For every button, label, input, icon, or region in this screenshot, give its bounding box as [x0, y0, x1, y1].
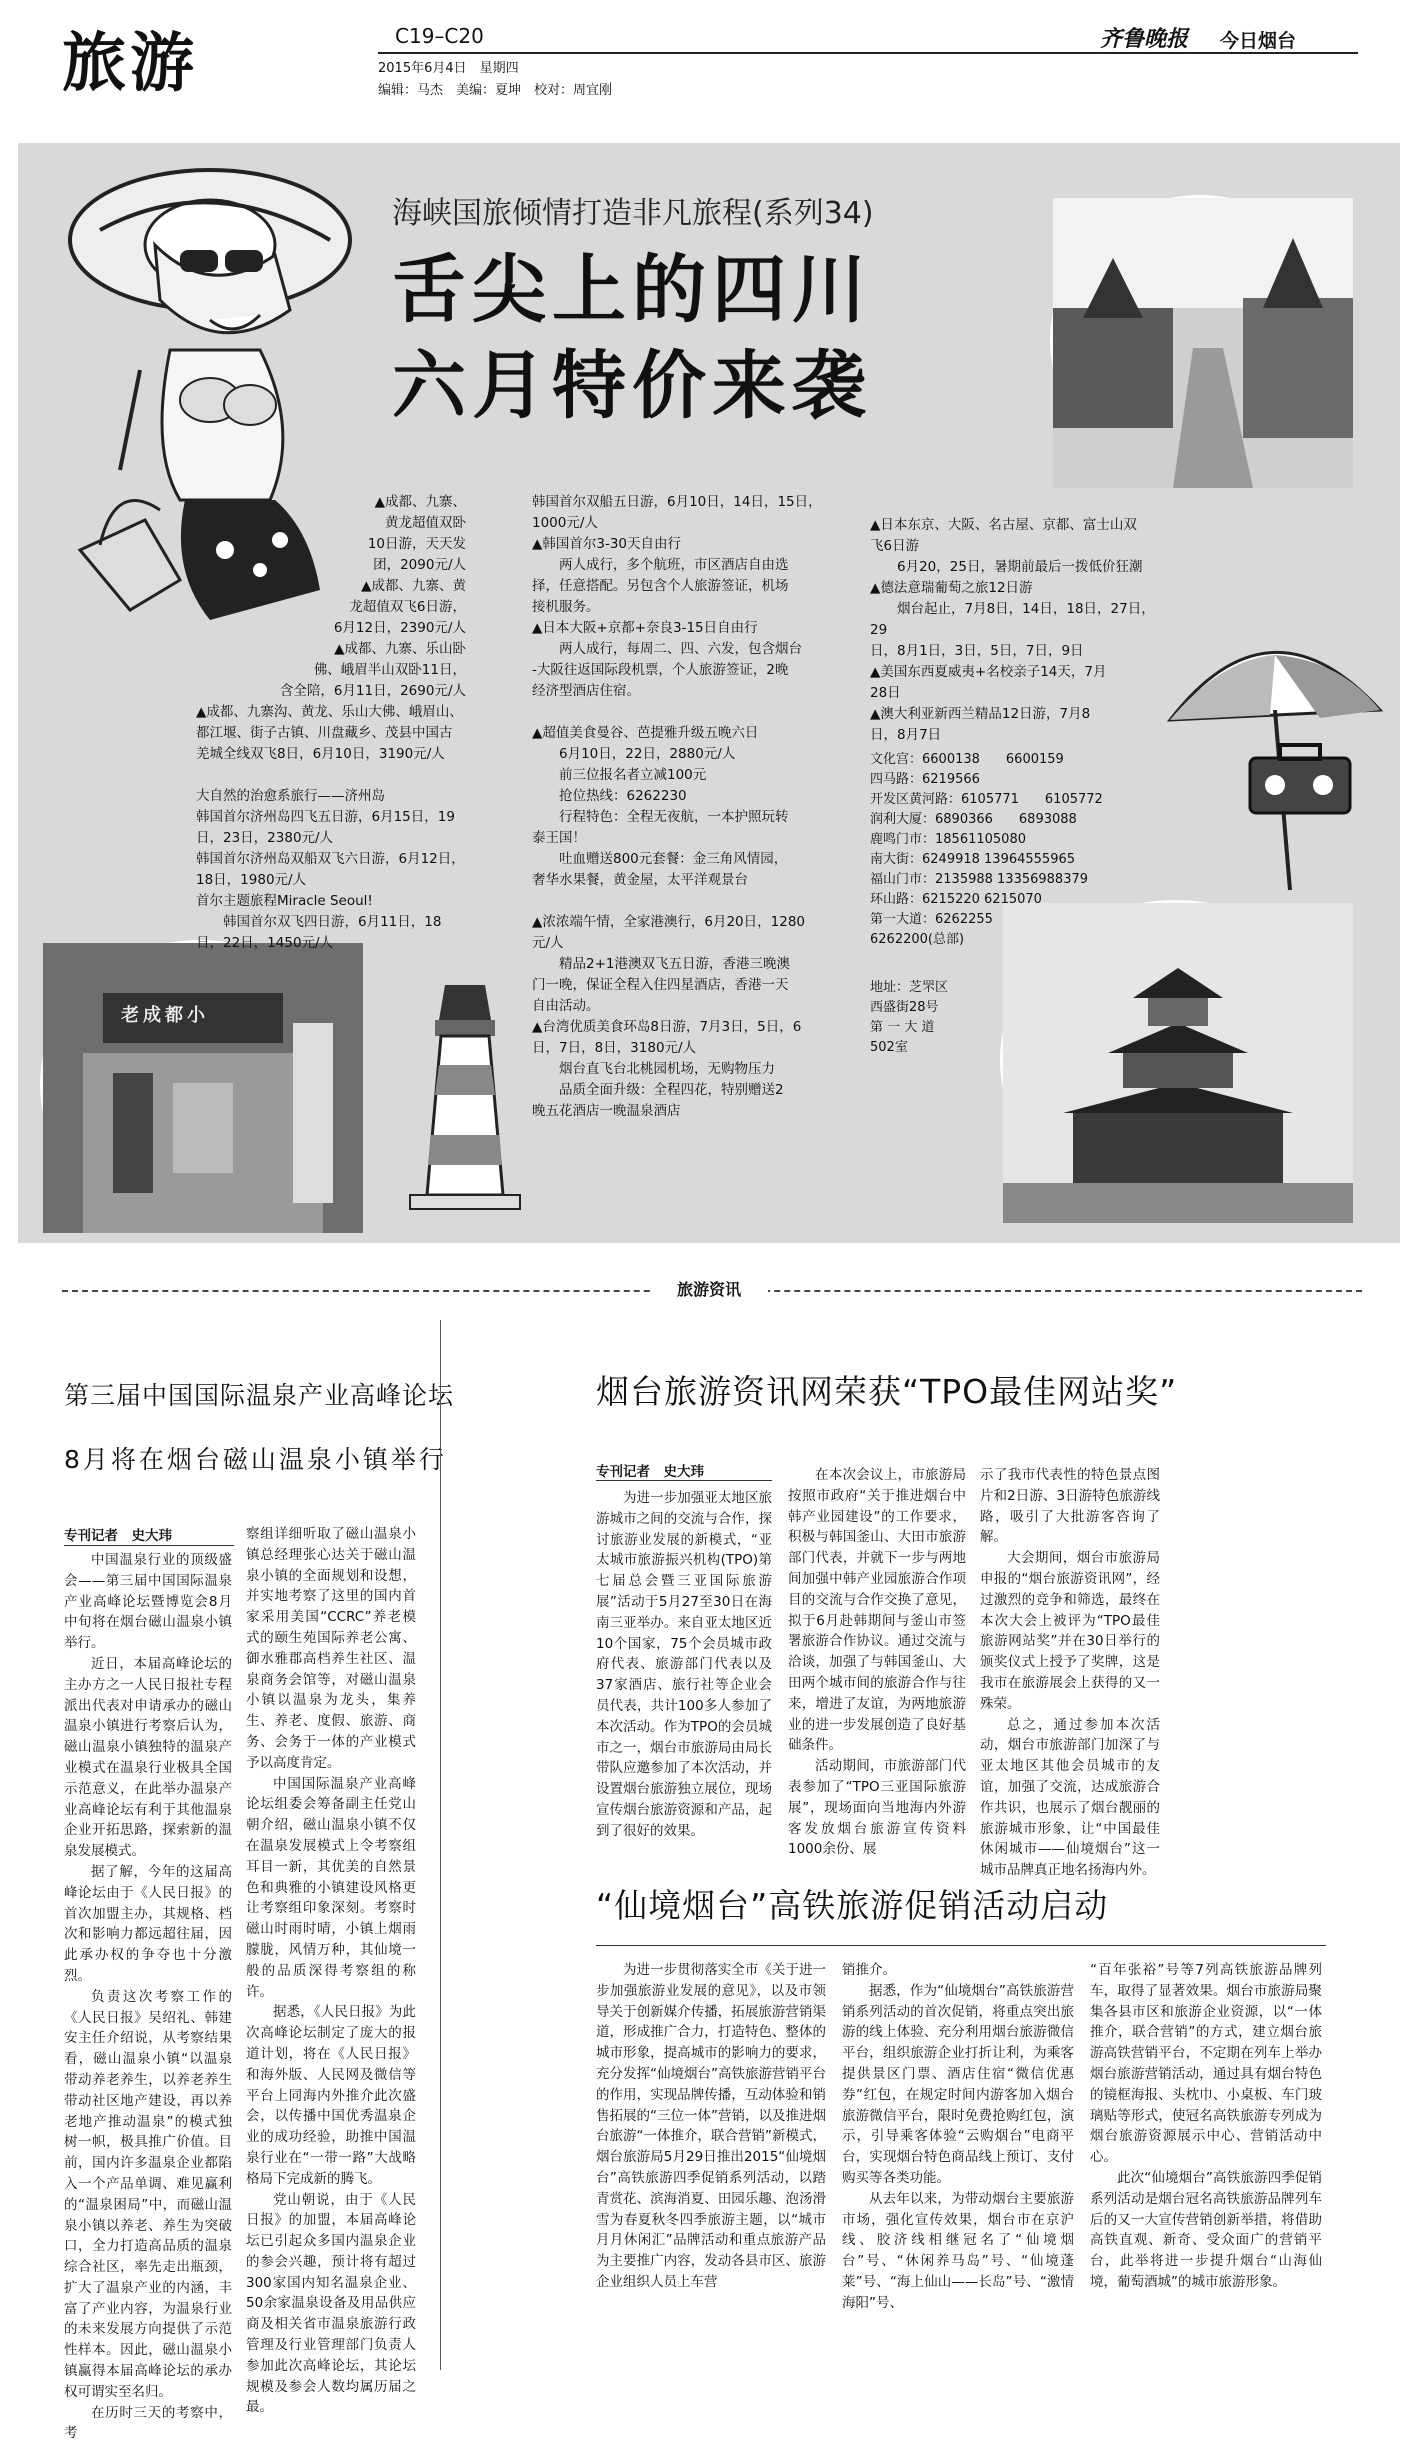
paragraph: 此次“仙境烟台”高铁旅游四季促销系列活动是烟台冠名高铁旅游品牌列车后的又一大宣传营销创新举措，将借助高铁直观、新奇、受众面广的营销平台，此举将进一步提升烟台“山海仙境，葡萄酒城”的城市旅游形象。	[1090, 2169, 1322, 2290]
contact-line: 福山门市：2135988 13356988379	[870, 872, 1089, 887]
ad-spacer	[532, 891, 842, 912]
ad-line: ▲台湾优质美食环岛8日游，7月3日，5日，6	[532, 1019, 802, 1035]
ad-column-sichuan-full	[196, 702, 516, 765]
ad-line: 韩国首尔济州岛四飞五日游，6月15日，19	[196, 809, 455, 825]
paragraph: 为进一步加强亚太地区旅游城市之间的交流与合作，探讨旅游业发展的新模式，“亚太城市旅游振兴机构(TPO)第七届总会暨三亚国际旅游展”活动于5月27至30日在海南三亚举办。来自亚太地区近10个国家，75个会员城市政府代表、旅游部门代表以及37家酒店、旅行社等企业会员代表，共计100多人参加了本次活动。作为TPO的会员城市之一，烟台市旅游局由局长带队应邀参加了本次活动，并设置烟台旅游独立展位，现场宣传烟台旅游资源和产品，起到了很好的效果。	[596, 1490, 772, 1839]
address-line: 502室	[870, 1040, 908, 1055]
ad-line: 黄龙超值双卧	[385, 515, 466, 531]
banner-series-title: 海峡国旅倾情打造非凡旅程(系列34)	[392, 196, 874, 231]
ad-line: ▲成都、九寨沟、黄龙、乐山大佛、峨眉山、	[196, 704, 463, 720]
address-line: 西盛街28号	[870, 1000, 939, 1015]
ad-line: 行程特色：全程无夜航，一本护照玩转	[559, 809, 789, 825]
ad-line: 品质全面升级：全程四花，特别赠送2	[559, 1082, 784, 1098]
masthead	[0, 0, 1417, 130]
ad-line: 团，2090元/人	[373, 557, 466, 573]
ad-line: ▲韩国首尔3-30天自由行	[532, 536, 682, 552]
ad-line: 10日游，天天发	[367, 536, 466, 552]
ad-line: 日，8月1日，3日，5日，7日，9日	[870, 643, 1084, 659]
ad-line: 门一晚，保证全程入住四星酒店，香港一天	[532, 977, 789, 993]
ad-line: 飞6日游	[870, 538, 920, 554]
contact-line: 鹿鸣门市：18561105080	[870, 832, 1026, 847]
article-b-column-3	[980, 1465, 1160, 1881]
paragraph: 示了我市代表性的特色景点图片和2日游、3日游特色旅游线路，吸引了大批游客咨询了解。	[980, 1467, 1160, 1546]
ad-line: 日，22日，1450元/人	[196, 935, 334, 951]
ad-line: ▲浓浓端午情，全家港澳行，6月20日，1280	[532, 914, 806, 930]
contact-line: 6262200(总部)	[870, 932, 965, 947]
chengdu-shop-photo	[40, 940, 360, 1230]
canal-town-photo	[1050, 195, 1350, 485]
ad-line: -大阪往返国际段机票，个人旅游签证，2晚	[532, 662, 789, 678]
ad-line: 泰王国！	[532, 830, 586, 846]
ad-line: 晚五花酒店一晚温泉酒店	[532, 1103, 681, 1119]
paragraph: 总之，通过参加本次活动，烟台市旅游部门加深了与亚太地区其他会员城市的友谊，加强了交流，达成旅游合作共识，也展示了烟台靓丽的旅游城市形象，让“中国最佳休闲城市——仙境烟台”这一城市品牌真正地名扬海内外。	[980, 1716, 1160, 1879]
contact-line: 润利大厦：6890366 6893088	[870, 812, 1077, 827]
ad-line: 含全陪，6月11日，2690元/人	[279, 683, 466, 699]
shop-sign: 老成都小	[121, 1005, 209, 1026]
paragraph: 党山朝说，由于《人民日报》的加盟，本届高峰论坛已引起众多国内温泉企业的参会兴趣，预计将有超过300家国内知名温泉企业、50余家温泉设备及用品供应商及相关省市温泉旅游行政管理及行业管理部门负责人参加此次高峰论坛，其论坛规模及参会人数均属历届之最。	[246, 2191, 416, 2416]
ad-line: 6月10日，22日，2880元/人	[559, 746, 736, 762]
ad-line: ▲日本大阪+京都+奈良3-15日自由行	[532, 620, 758, 636]
ad-spacer	[532, 702, 842, 723]
masthead-rule	[378, 52, 1358, 54]
ad-line: 1000元/人	[532, 515, 598, 531]
paragraph: 为进一步贯彻落实全市《关于进一步加强旅游业发展的意见》，以及市领导关于创新媒介传播，拓展旅游营销渠道，形成推广合力，打造特色、整体的城市形象，提高城市的影响力的要求，充分发挥“仙境烟台”高铁旅游营销平台的作用，实现品牌传播，互动体验和销售拓展的“三位一体”营销，以及推进烟台旅游“一体推介，联合营销”新模式，烟台旅游局5月29日推出2015“仙境烟台”高铁旅游四季促销系列活动，以踏青赏花、滨海消夏、田园乐趣、泡汤滑雪为春夏秋冬四季旅游主题，以“城市月月休闲汇”品牌活动和重点旅游产品为主要推广内容，发动各县市区、旅游企业组织人员上车营	[596, 1962, 826, 2290]
ad-line: 都江堰、街子古镇、川盘藏乡、茂县中国古	[196, 725, 453, 741]
paragraph: 近日，本届高峰论坛的主办方之一人民日报社专程派出代表对申请承办的磁山温泉小镇进行考察后认为，磁山温泉小镇独特的温泉产业模式在温泉行业极具全国示范意义，在此举办温泉产业高峰论坛有利于其他温泉企业开拓思路，探索新的温泉发展模式。	[64, 1655, 232, 1860]
paragraph: 大会期间，烟台市旅游局申报的“烟台旅游资讯网”，经过激烈的竞争和筛选，最终在本次大会上被评为“TPO最佳旅游网站奖”并在30日举行的颁奖仪式上授予了奖牌，这是我市在旅游展会上获得的又一殊荣。	[980, 1550, 1160, 1712]
canal-town-photo-art	[1053, 198, 1353, 488]
address-line: 第 一 大 道	[870, 1020, 935, 1035]
castle-photo-art	[1003, 903, 1353, 1223]
ad-line: ▲澳大利亚新西兰精品12日游，7月8	[870, 706, 1091, 722]
article-c-column-2	[842, 1960, 1074, 2314]
chengdu-shop-photo-art	[43, 943, 363, 1233]
ad-line: 烟台直飞台北桃园机场，无购物压力	[559, 1061, 775, 1077]
office-address	[870, 978, 990, 1058]
contact-line: 第一大道：6262255	[870, 912, 993, 927]
ad-line: ▲超值美食曼谷、芭提雅升级五晚六日	[532, 725, 759, 741]
ad-line: 羌城全线双飞8日，6月10日，3190元/人	[196, 746, 445, 762]
paragraph: 中国国际温泉产业高峰论坛组委会筹备副主任党山朝介绍，磁山温泉小镇不仅在温泉发展模式上令考察组耳目一新，其优美的自然景色和典雅的小镇建设风格更让考察组印象深刻。考察时磁山时雨时晴，小镇上烟雨朦胧，风情万种，其仙境一般的品质深得考察组的称许。	[246, 1775, 416, 2000]
byline-rule	[596, 1480, 772, 1481]
ad-line: 择，任意搭配。另包含个人旅游签证，机场	[532, 578, 789, 594]
contact-line: 四马路：6219566	[870, 772, 980, 787]
ad-line: 18日，1980元/人	[196, 872, 307, 888]
ad-line: ▲美国东西夏威夷+名校亲子14天，7月	[870, 664, 1107, 680]
article-a-column-1	[64, 1550, 232, 2444]
contact-line: 环山路：6215220 6215070	[870, 892, 1042, 907]
ad-line: 抢位热线：6262230	[559, 788, 687, 804]
issue-info	[378, 58, 612, 102]
article-b-column-1	[596, 1488, 772, 1842]
banner-headline-line-2: 六月特价来袭	[392, 343, 872, 429]
ad-line: 烟台起止，7月8日，14日，18日，27日，29	[870, 601, 1155, 638]
article-c-column-1	[596, 1960, 826, 2293]
ad-line: 接机服务。	[532, 599, 600, 615]
ad-line: 日，7日，8日，3180元/人	[532, 1040, 697, 1056]
lighthouse-icon	[405, 975, 525, 1215]
ad-line: ▲日本东京、大阪、名古屋、京都、富士山双	[870, 517, 1137, 533]
ad-line: ▲成都、九寨、	[374, 494, 466, 510]
contact-list	[870, 750, 1120, 950]
paragraph: 在本次会议上，市旅游局按照市政府“关于推进烟台中韩产业园建设”的工作要求，积极与韩国釜山、大田市旅游部门代表，并就下一步与两地间加强中韩产业园旅游合作项目的交流与合作交换了意见，拟于6月赴韩期间与釜山市签署旅游合作协议。通过交流与洽谈，加强了与韩国釜山、大田两个城市间的旅游合作与往来，增进了友谊，为两地旅游业的进一步发展创造了良好基础条件。	[788, 1467, 966, 1754]
ad-line: 自由活动。	[532, 998, 600, 1014]
column-separator	[440, 1320, 441, 2370]
issue-date: 2015年6月4日 星期四	[378, 61, 519, 76]
ad-line: 韩国首尔双船五日游，6月10日，14日，15日，	[532, 494, 822, 510]
ad-line: ▲成都、九寨、黄	[361, 578, 466, 594]
paragraph: 中国温泉行业的顶级盛会——第三届中国国际温泉产业高峰论坛暨博览会8月中旬将在烟台磁山温泉小镇举行。	[64, 1552, 232, 1652]
byline-rule	[64, 1545, 234, 1546]
article-b-byline: 专刊记者 史大玮	[596, 1464, 704, 1480]
address-line: 地址：芝罘区	[870, 980, 949, 995]
paragraph: 据悉，作为“仙境烟台”高铁旅游营销系列活动的首次促销，将重点突出旅游的线上体验、充分利用烟台旅游微信平台，组织旅游企业打折让利，为乘客提供景区门票、酒店住宿“微信优惠券”红包，在规定时间内游客加入烟台旅游微信平台，限时免费抢购红包，演示，引导乘客体验“云购烟台”电商平台，实现烟台特色商品线上预订、支付购买等各类功能。	[842, 1982, 1074, 2186]
article-b-column-2	[788, 1465, 966, 1860]
section-title: 旅游	[62, 26, 198, 101]
paragraph: 活动期间，市旅游部门代表参加了“TPO三亚国际旅游展”，现场面向当地海内外游客发放烟台旅游宣传资料1000余份、展	[788, 1758, 966, 1858]
issue-editors: 编辑：马杰 美编：夏坤 校对：周宜刚	[378, 83, 613, 98]
article-a-column-2	[246, 1524, 416, 2418]
ad-line: 两人成行，多个航班，市区酒店自由选	[559, 557, 789, 573]
paragraph: 察组详细听取了磁山温泉小镇总经理张心达关于磁山温泉小镇的全面规划和设想，并实地考察了这里的国内首家采用美国“CCRC”养老模式的颐生苑国际养老公寓、御水雅郡高档养生社区、温泉商务会馆等，对磁山温泉小镇以温泉为龙头，集养生、养老、度假、旅游、商务、会务于一体的产业模式予以高度肯定。	[246, 1526, 416, 1771]
article-b-headline: 烟台旅游资讯网荣获“TPO最佳网站奖”	[596, 1372, 1178, 1411]
ad-line: 6月20，25日，暑期前最后一拨低价狂潮	[897, 559, 1143, 575]
ad-column-jeju	[196, 786, 516, 954]
ad-line: 前三位报名者立减100元	[559, 767, 707, 783]
ad-line: 两人成行，每周二、四、六发，包含烟台	[559, 641, 802, 657]
ad-line: ▲德法意瑞葡萄之旅12日游	[870, 580, 1033, 596]
paragraph: 从去年以来，为带动烟台主要旅游市场，强化宣传效果，烟台市在京沪线、胶济线相继冠名了“仙境烟台”号、“休闲养马岛”号、“仙境蓬莱”号、“海上仙山——长岛”号、“激情海阳”号、	[842, 2190, 1074, 2311]
ad-line: 日，8月7日	[870, 727, 942, 743]
ad-line: 韩国首尔济州岛双船双飞六日游，6月12日，	[196, 851, 465, 867]
ad-line: 奢华水果餐，黄金屋，太平洋观景台	[532, 872, 748, 888]
ad-column-asia	[532, 492, 842, 1122]
ad-line: 精品2+1港澳双飞五日游，香港三晚澳	[559, 956, 790, 972]
paper-sub: 今日烟台	[1220, 30, 1297, 52]
ad-line: 韩国首尔双飞四日游，6月11日，18	[223, 914, 442, 930]
ad-line: 吐血赠送800元套餐：金三角风情园，	[559, 851, 788, 867]
article-a-headline-1: 第三届中国国际温泉产业高峰论坛	[64, 1381, 455, 1410]
paragraph: “百年张裕”号等7列高铁旅游品牌列车，取得了显著效果。烟台市旅游局聚集各县市区和旅游企业资源，以“一体推介，联合营销”的方式，建立烟台旅游高铁营销平台，不定期在列车上举办烟台旅游营销活动，通过具有烟台特色的镜框海报、头枕巾、小桌板、车门玻璃贴等形式，使冠名高铁旅游专列成为烟台旅游资源展示中心、营销活动中心。	[1090, 1962, 1322, 2166]
contact-line: 开发区黄河路：6105771 6105772	[870, 792, 1103, 807]
ad-line: 佛、峨眉半山双卧11日，	[313, 662, 466, 678]
ad-line: 日，23日，2380元/人	[196, 830, 334, 846]
banner-headline	[392, 242, 872, 434]
banner-headline-line-1: 舌尖上的四川	[392, 247, 872, 333]
ad-line: 大自然的治愈系旅行——济州岛	[196, 788, 385, 804]
article-c-column-3	[1090, 1960, 1322, 2293]
ad-column-sichuan	[196, 492, 466, 702]
contact-line: 文化宫：6600138 6600159	[870, 752, 1064, 767]
ad-line: 经济型酒店住宿。	[532, 683, 640, 699]
ad-line: 首尔主题旅程Miracle Seoul!	[196, 893, 373, 909]
headline-rule	[596, 1945, 1326, 1946]
paragraph: 据悉，《人民日报》为此次高峰论坛制定了庞大的报道计划，将在《人民日报》和海外版、人民网及微信等平台上同海内外推介此次盛会，以传播中国优秀温泉企业的成功经验，助推中国温泉行业在“一带一路”大战略格局下完成新的腾飞。	[246, 2004, 416, 2187]
ad-line: ▲成都、九寨、乐山卧	[334, 641, 466, 657]
paragraph: 在历时三天的考察中，考	[64, 2404, 232, 2442]
paper-name: 齐鲁晚报	[1100, 26, 1189, 52]
ad-column-longhaul	[870, 515, 1170, 746]
paragraph: 负责这次考察工作的《人民日报》吴绍礼、韩建安主任介绍说，从考察结果看，磁山温泉小镇“以温泉带动养老养生，以养老养生带动社区地产建设，再以养老地产推动温泉”的模式独树一帜，极具推广价值。目前，国内许多温泉企业都陷入一个产品单调、难见赢利的“温泉困局”中，而磁山温泉小镇以养老、养生为突破口，全力打造高品质的温泉综合社区，率先走出瓶颈，扩大了温泉产业的内涵，丰富了产业内容，为温泉行业的未来发展方向提供了示范性样本。因此，磁山温泉小镇赢得本届高峰论坛的承办权可谓实至名归。	[64, 1988, 232, 2400]
article-a-byline: 专刊记者 史大玮	[64, 1528, 172, 1544]
contact-line: 南大街：6249918 13964555965	[870, 852, 1076, 867]
paragraph: 销推介。	[842, 1962, 896, 1978]
ad-line: 28日	[870, 685, 901, 701]
ad-line: 龙超值双飞6日游，	[349, 599, 466, 615]
page-code: C19–C20	[395, 24, 484, 48]
article-c-headline: “仙境烟台”高铁旅游促销活动启动	[596, 1886, 1109, 1925]
travel-news-label: 旅游资讯	[650, 1276, 768, 1304]
ad-line: 元/人	[532, 935, 564, 951]
ad-line: 6月12日，2390元/人	[333, 620, 466, 636]
paragraph: 据了解，今年的这届高峰论坛由于《人民日报》的首次加盟主办，其规格、档次和影响力都远超往届，因此承办权的争夺也十分激烈。	[64, 1863, 232, 1984]
article-a-headline-2: 8月将在烟台磁山温泉小镇举行	[64, 1445, 447, 1474]
suitcase-icon	[1245, 740, 1355, 820]
